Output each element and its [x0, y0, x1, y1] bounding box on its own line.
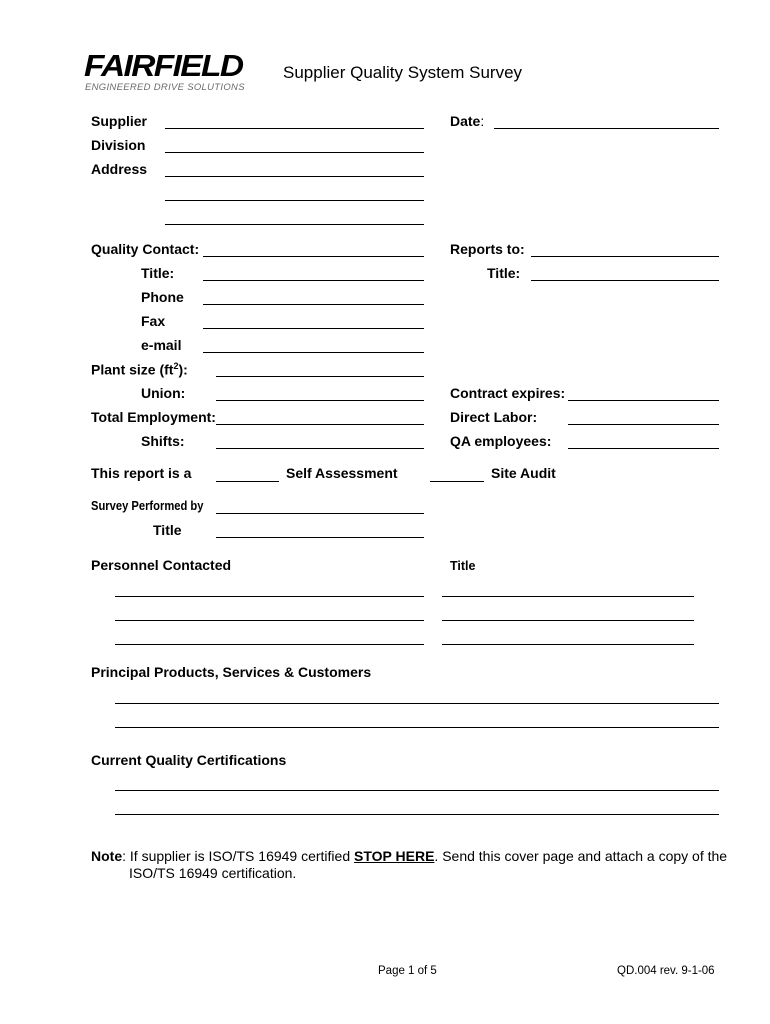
contact-title-field[interactable] [203, 280, 424, 281]
site-audit-label: Site Audit [491, 465, 556, 481]
contract-expires-field[interactable] [568, 400, 719, 401]
personnel-name-line-3[interactable] [115, 644, 424, 645]
company-logo: FAIRFIELD [84, 48, 243, 83]
principal-products-line-1[interactable] [115, 703, 719, 704]
reports-to-label: Reports to: [450, 241, 525, 257]
document-reference: QD.004 rev. 9-1-06 [617, 965, 715, 977]
plant-size-label: Plant size $(ft^2)$: [91, 361, 188, 378]
personnel-title-label: Title [450, 559, 476, 573]
survey-performed-by-field[interactable] [216, 513, 424, 514]
fax-label: Fax [141, 313, 166, 329]
phone-label: Phone [141, 289, 184, 305]
personnel-title-line-2[interactable] [442, 620, 694, 621]
division-label: Division [91, 137, 146, 153]
personnel-title-line-1[interactable] [442, 596, 694, 597]
quality-contact-field[interactable] [203, 256, 424, 257]
address-label: Address [91, 161, 148, 177]
certifications-label: Current Quality Certifications [91, 752, 287, 768]
note-line-1: Note: If supplier is ISO/TS 16949 certified STOP HERE. Send this cover page and attach a copy of the [91, 848, 728, 864]
site-audit-checkline[interactable] [430, 481, 484, 482]
division-field[interactable] [165, 152, 424, 153]
fax-field[interactable] [203, 328, 424, 329]
address-field-line-3[interactable] [165, 224, 424, 225]
principal-products-label: Principal Products, Services & Customers [91, 664, 372, 680]
qa-employees-field[interactable] [568, 448, 719, 449]
reports-to-field[interactable] [531, 256, 719, 257]
stop-here-text: STOP HERE [354, 848, 435, 864]
survey-title-field[interactable] [216, 537, 424, 538]
plant-size-field[interactable] [216, 376, 424, 377]
principal-products-line-2[interactable] [115, 727, 719, 728]
reports-title-label: Title: [487, 265, 521, 281]
quality-contact-label: Quality Contact: [91, 241, 200, 257]
direct-labor-field[interactable] [568, 424, 719, 425]
certifications-line-2[interactable] [115, 814, 719, 815]
personnel-name-line-2[interactable] [115, 620, 424, 621]
note-label: Note [91, 848, 123, 864]
page-title: Supplier Quality System Survey [283, 63, 523, 82]
certifications-line-1[interactable] [115, 790, 719, 791]
direct-labor-label: Direct Labor: [450, 409, 538, 425]
address-field-line-1[interactable] [165, 176, 424, 177]
total-employment-label: Total Employment: [91, 409, 216, 425]
union-label: Union: [141, 385, 186, 401]
self-assessment-checkline[interactable] [216, 481, 279, 482]
phone-field[interactable] [203, 304, 424, 305]
personnel-title-line-3[interactable] [442, 644, 694, 645]
address-field-line-2[interactable] [165, 200, 424, 201]
contract-expires-label: Contract expires: [450, 385, 566, 401]
qa-employees-label: QA employees: [450, 433, 552, 449]
personnel-contacted-label: Personnel Contacted [91, 557, 232, 573]
date-field[interactable] [494, 128, 719, 129]
note-line-2: ISO/TS 16949 certification. [129, 865, 297, 881]
total-employment-field[interactable] [216, 424, 424, 425]
company-tagline: ENGINEERED DRIVE SOLUTIONS [85, 82, 245, 93]
union-field[interactable] [216, 400, 424, 401]
personnel-name-line-1[interactable] [115, 596, 424, 597]
survey-performed-by-label: Survey Performed by [91, 498, 204, 513]
shifts-field[interactable] [216, 448, 424, 449]
report-type-label: This report is a [91, 465, 192, 481]
survey-title-label: Title [153, 522, 182, 538]
email-label: e-mail [141, 337, 182, 353]
supplier-field[interactable] [165, 128, 424, 129]
contact-title-label: Title: [141, 265, 175, 281]
reports-title-field[interactable] [531, 280, 719, 281]
shifts-label: Shifts: [141, 433, 185, 449]
supplier-label: Supplier [91, 113, 148, 129]
self-assessment-label: Self Assessment [286, 465, 398, 481]
email-field[interactable] [203, 352, 424, 353]
date-label: Date: [450, 113, 485, 129]
page-number: Page 1 of 5 [378, 965, 437, 977]
